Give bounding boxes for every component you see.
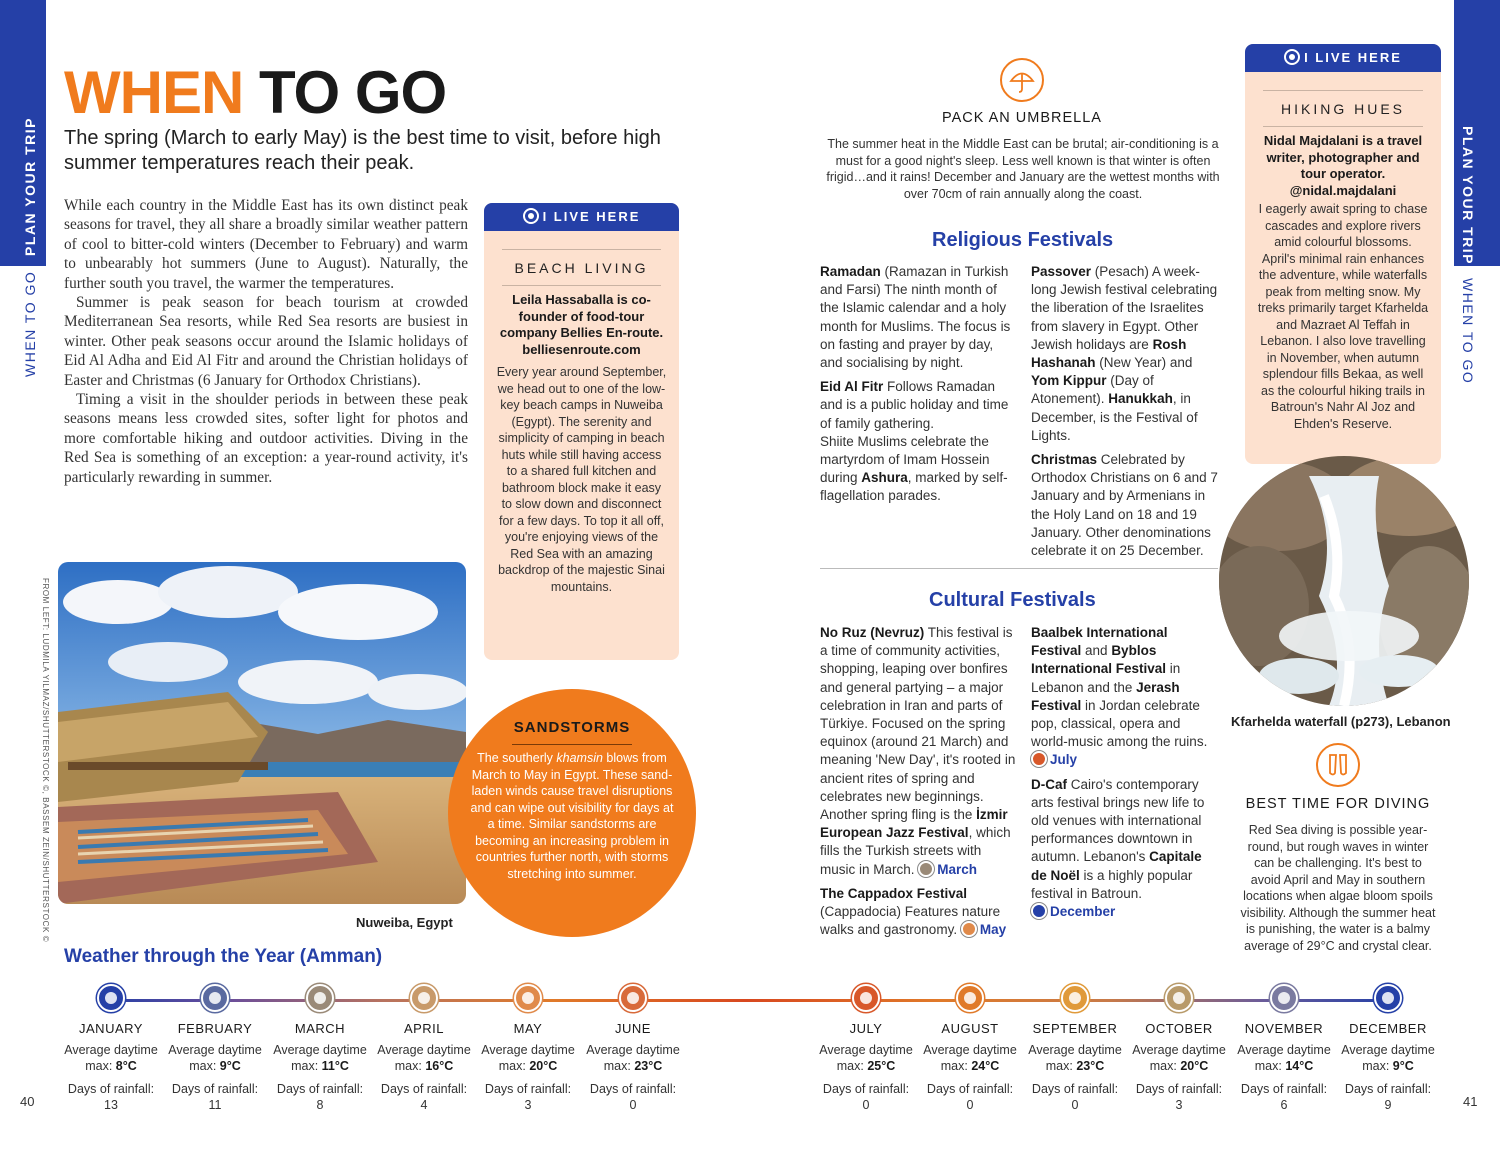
month-temperature bbox=[581, 1042, 685, 1074]
partly-cloudy-icon bbox=[306, 984, 334, 1012]
rain-label: Days of rainfall: bbox=[1240, 1082, 1328, 1096]
rain-label: Days of rainfall: bbox=[276, 1082, 364, 1096]
rain-value: 9 bbox=[1384, 1098, 1392, 1112]
rain-value: 0 bbox=[629, 1098, 637, 1112]
body-paragraph: While each country in the Middle East has its own distinct peak seasons for travel, they all share a broadly similar weather pattern of cool to bitter-cold winters (December to February) and warm to unbearably hot summers (June to August). Naturally, the further south you travel, the warmer the temperatures. bbox=[64, 197, 468, 292]
intro-text: The spring (March to early May) is the best time to visit, before high summer temperatures reach their peak. bbox=[64, 127, 661, 174]
partly-cloudy-icon bbox=[1165, 984, 1193, 1012]
festival-text: , which fills the Turkish streets with music in March. bbox=[820, 825, 1011, 877]
festival-name: No Ruz (Nevruz) bbox=[820, 625, 925, 640]
month-december bbox=[1336, 984, 1440, 1113]
festival-name: İzmir European Jazz Festival bbox=[820, 807, 1008, 841]
month-temperature bbox=[814, 1042, 918, 1074]
festival-entry bbox=[1031, 451, 1223, 560]
temp-label: Average daytime bbox=[1028, 1043, 1122, 1057]
temp-value: 16°C bbox=[425, 1059, 454, 1073]
month-rainfall bbox=[1336, 1081, 1440, 1113]
festival-text: in Lebanon and the bbox=[1031, 661, 1181, 695]
festival-entry bbox=[820, 885, 1018, 940]
rain-label: Days of rainfall: bbox=[171, 1082, 259, 1096]
cloud-icon bbox=[1270, 984, 1298, 1012]
month-august bbox=[918, 984, 1022, 1113]
festival-name: Christmas bbox=[1031, 452, 1098, 468]
festival-name: Hanukkah bbox=[1108, 391, 1173, 407]
live-here-header bbox=[1245, 44, 1441, 72]
temp-label: Average daytime bbox=[1237, 1043, 1331, 1057]
month-tag-label: May bbox=[979, 922, 1007, 938]
month-name: FEBRUARY bbox=[177, 1021, 253, 1036]
temp-value: 23°C bbox=[634, 1059, 663, 1073]
partly-cloudy-icon bbox=[918, 861, 934, 877]
live-here-title: HIKING HUES bbox=[1280, 101, 1405, 117]
rain-label: Days of rainfall: bbox=[1344, 1082, 1432, 1096]
diving-title: BEST TIME FOR DIVING bbox=[1245, 796, 1431, 812]
rain-label: Days of rainfall: bbox=[1031, 1082, 1119, 1096]
festival-name: Passover bbox=[1031, 264, 1092, 279]
festival-entry bbox=[1031, 624, 1217, 770]
divider bbox=[1263, 126, 1423, 127]
left-section-label: PLAN YOUR TRIP bbox=[22, 117, 38, 256]
month-june bbox=[581, 984, 685, 1113]
month-name: MARCH bbox=[294, 1021, 346, 1036]
festival-text: This festival is a time of community activities, shopping, leaping over bonfires and general partying – a major celebration in Iran and parts of Türkiye. Focused on the spring equinox (around 21 March) and meaning 'New Day', it's rooted in ancient rites of spring and celebrates new beginnings. Another spring fling is the bbox=[820, 625, 1016, 823]
month-temperature bbox=[372, 1042, 476, 1074]
divider bbox=[512, 744, 632, 745]
badge-icon bbox=[1284, 49, 1300, 65]
festival-name: Rosh Hashanah bbox=[1031, 336, 1187, 371]
live-here-badge-label: I LIVE HERE bbox=[1304, 50, 1402, 65]
rain-label: Days of rainfall: bbox=[380, 1082, 468, 1096]
beach-photo bbox=[58, 562, 466, 904]
temp-label: Average daytime bbox=[923, 1043, 1017, 1057]
rain-value: 4 bbox=[420, 1098, 428, 1112]
temp-value: 9°C bbox=[219, 1059, 241, 1073]
cultural-festivals-heading: Cultural Festivals bbox=[929, 589, 1096, 611]
title-rest: TO GO bbox=[258, 59, 447, 126]
festival-text: (New Year) and bbox=[1095, 355, 1193, 371]
divider bbox=[502, 249, 661, 250]
month-rainfall bbox=[59, 1081, 163, 1113]
temp-label: Average daytime bbox=[64, 1043, 158, 1057]
festival-text: (Day of Atonement). bbox=[1031, 373, 1154, 407]
month-rainfall bbox=[1023, 1081, 1127, 1113]
month-rainfall bbox=[918, 1081, 1022, 1113]
live-here-bio: Leila Hassaballa is co-founder of food-tour company Bellies En-route. belliesenroute.com bbox=[499, 292, 664, 357]
temp-label: Average daytime bbox=[819, 1043, 913, 1057]
sun-icon bbox=[619, 984, 647, 1012]
festival-text: (Pesach) A week-long Jewish festival celebrating the liberation of the Israelites from slavery in Egypt. Other Jewish holidays are bbox=[1031, 264, 1218, 352]
umbrella-title: PACK AN UMBRELLA bbox=[942, 110, 1102, 126]
temp-label: Average daytime bbox=[273, 1043, 367, 1057]
waterfall-caption: Kfarhelda waterfall (p273), Lebanon bbox=[1231, 714, 1451, 729]
sun-icon bbox=[961, 921, 977, 937]
flippers-icon bbox=[1316, 743, 1360, 787]
rain-value: 0 bbox=[1071, 1098, 1079, 1112]
month-tag-label: December bbox=[1050, 904, 1116, 920]
sun-icon bbox=[852, 984, 880, 1012]
festival-text: (Ramazan in Turkish and Farsi) The ninth month of the Islamic calendar and a holy month for Muslims. The focus is on fasting and prayer by day, and socialising by night. bbox=[820, 264, 1011, 371]
festival-entry bbox=[820, 263, 1015, 372]
month-temperature bbox=[1336, 1042, 1440, 1074]
rain-icon bbox=[1031, 903, 1047, 919]
temp-label: Average daytime bbox=[377, 1043, 471, 1057]
festival-text: , marked by self-flagellation parades. bbox=[820, 470, 1008, 504]
festival-entry bbox=[820, 624, 1018, 879]
body-paragraph: Summer is peak season for beach tourism at crowded Mediterranean Sea resorts, while Red Sea resorts are busiest in winter. Other peak seasons occur around the Islamic holidays of Eid Al Adha and Eid Al Fitr and around the Christian holidays of Easter and Christmas (6 January for Orthodox Christians). bbox=[64, 294, 468, 389]
festival-text: Celebrated by Orthodox Christians on 6 and 7 January and by Armenians in the Holy Land on 18 and 19 January. Other denominations celebrate it on 25 December. bbox=[1031, 452, 1218, 559]
month-april bbox=[372, 984, 476, 1113]
temp-value: 25°C bbox=[867, 1059, 896, 1073]
month-name: JUNE bbox=[615, 1021, 651, 1036]
month-november bbox=[1232, 984, 1336, 1113]
right-section-label: PLAN YOUR TRIP bbox=[1460, 126, 1476, 265]
rain-label: Days of rainfall: bbox=[822, 1082, 910, 1096]
live-here-header bbox=[484, 203, 679, 231]
title-highlight: WHEN bbox=[64, 59, 244, 126]
month-temperature bbox=[1023, 1042, 1127, 1074]
temp-prefix: max: bbox=[189, 1059, 220, 1073]
month-tag-may bbox=[961, 922, 1006, 937]
temp-label: Average daytime bbox=[481, 1043, 575, 1057]
temp-value: 9°C bbox=[1392, 1059, 1414, 1073]
month-tag-label: March bbox=[937, 861, 978, 877]
month-tag-december bbox=[1031, 904, 1115, 919]
temp-prefix: max: bbox=[498, 1059, 530, 1073]
festival-text: Follows Ramadan and is a public holiday and time of family gathering. bbox=[820, 379, 1009, 431]
month-name: JULY bbox=[849, 1021, 883, 1036]
left-chapter-label: WHEN TO GO bbox=[22, 270, 38, 377]
live-here-title: BEACH LIVING bbox=[514, 260, 649, 276]
beach-photo-image bbox=[58, 562, 466, 904]
rain-label: Days of rainfall: bbox=[926, 1082, 1014, 1096]
temp-prefix: max: bbox=[603, 1059, 635, 1073]
month-tag-march bbox=[918, 862, 977, 877]
sandstorms-body bbox=[448, 750, 696, 882]
month-name: NOVEMBER bbox=[1244, 1021, 1324, 1036]
month-name: SEPTEMBER bbox=[1032, 1021, 1118, 1036]
page-title bbox=[64, 58, 446, 128]
month-october bbox=[1127, 984, 1231, 1113]
rain-value: 0 bbox=[966, 1098, 974, 1112]
waterfall-photo-image bbox=[1219, 456, 1469, 706]
rain-value: 0 bbox=[862, 1098, 870, 1112]
religious-col-2 bbox=[1031, 263, 1223, 566]
month-tag-july bbox=[1031, 752, 1077, 767]
rain-label: Days of rainfall: bbox=[484, 1082, 572, 1096]
festival-name: D-Caf bbox=[1031, 776, 1067, 792]
month-temperature bbox=[918, 1042, 1022, 1074]
temp-value: 20°C bbox=[529, 1059, 558, 1073]
rain-icon bbox=[1374, 984, 1402, 1012]
month-name: MAY bbox=[513, 1021, 543, 1036]
live-here-body: I eagerly await spring to chase cascades and explore rivers amid colourful blossoms. April's minimal rain enhances the adventure, while waterfalls peak from melting snow. My treks primarily target Kfarhelda and Mazraet Al Teffah in Lebanon. I also love travelling in November, when autumn splendour fills Bekaa, as well as the colourful hiking trails in Batroun's Nahr Al Joz and Ehden's Reserve. bbox=[1257, 202, 1429, 431]
sun-icon bbox=[956, 984, 984, 1012]
festival-name: Eid Al Fitr bbox=[820, 379, 884, 395]
temp-label: Average daytime bbox=[1132, 1043, 1226, 1057]
month-name: DECEMBER bbox=[1349, 1021, 1427, 1036]
temp-value: 24°C bbox=[971, 1059, 1000, 1073]
body-text bbox=[64, 196, 468, 487]
festival-name: Ramadan bbox=[820, 264, 881, 279]
divider bbox=[1263, 90, 1423, 91]
sandstorms-body-pre: The southerly bbox=[477, 751, 557, 765]
festival-text: is a highly popular festival in Batroun. bbox=[1031, 867, 1193, 901]
month-name: OCTOBER bbox=[1145, 1021, 1213, 1036]
festival-text: (Cappadocia) Features nature walks and gastronomy. bbox=[820, 904, 1001, 938]
sandstorms-body-post: blows from March to May in Egypt. These sand-laden winds cause travel disruptions and can wipe out visibility for days at a time. Similar sandstorms are becoming an increasing problem in countries further north, with storms stretching into summer. bbox=[470, 751, 674, 881]
photo-credit: FROM LEFT: LUDMILA YILMAZ/SHUTTERSTOCK ©, BASSEM ZEIN/SHUTTERSTOCK © bbox=[41, 578, 50, 943]
month-temperature bbox=[268, 1042, 372, 1074]
temp-value: 20°C bbox=[1180, 1059, 1209, 1073]
festival-text: Shiite Muslims celebrate the martyrdom of Imam Hossein during bbox=[820, 433, 990, 486]
diving-body: Red Sea diving is possible year-round, but rough waves in winter can be challenging. It's best to avoid April and May in southern locations when algae bloom spoils visibility. Although the summer heat is punishing, the water is a balmy average of 29°C and crystal clear. bbox=[1240, 823, 1436, 953]
month-rainfall bbox=[476, 1081, 580, 1113]
month-name: AUGUST bbox=[941, 1021, 999, 1036]
festival-name: Yom Kippur bbox=[1031, 373, 1107, 389]
month-may bbox=[476, 984, 580, 1113]
live-here-box-hiking bbox=[1245, 44, 1441, 464]
rain-label: Days of rainfall: bbox=[67, 1082, 155, 1096]
rain-label: Days of rainfall: bbox=[589, 1082, 677, 1096]
religious-festivals-heading: Religious Festivals bbox=[932, 229, 1114, 251]
partly-cloudy-icon bbox=[410, 984, 438, 1012]
cultural-col-1 bbox=[820, 624, 1018, 945]
temp-value: 11°C bbox=[321, 1059, 349, 1073]
rain-value: 13 bbox=[104, 1098, 118, 1112]
umbrella-body: The summer heat in the Middle East can be brutal; air-conditioning is a must for a good night's sleep. Less well known is that winter is often frigid…and it rains! December and January are the wettest months with over 70cm of rain annually along the coast. bbox=[826, 137, 1220, 201]
month-temperature bbox=[476, 1042, 580, 1074]
badge-icon bbox=[523, 208, 539, 224]
month-january bbox=[59, 984, 163, 1113]
live-here-badge-label: I LIVE HERE bbox=[542, 209, 641, 224]
live-here-bio: Nidal Majdalani is a travel writer, photographer and tour operator. @nidal.majdalani bbox=[1263, 133, 1423, 198]
umbrella-icon bbox=[1000, 58, 1044, 102]
temp-label: Average daytime bbox=[586, 1043, 680, 1057]
rain-value: 8 bbox=[316, 1098, 324, 1112]
festival-entry bbox=[1031, 776, 1217, 922]
festival-text: and bbox=[1081, 643, 1112, 659]
rain-value: 3 bbox=[524, 1098, 532, 1112]
month-temperature bbox=[1127, 1042, 1231, 1074]
temp-label: Average daytime bbox=[1341, 1043, 1435, 1057]
month-temperature bbox=[59, 1042, 163, 1074]
month-july bbox=[814, 984, 918, 1113]
rain-label: Days of rainfall: bbox=[1135, 1082, 1223, 1096]
temp-prefix: max: bbox=[836, 1059, 868, 1073]
temp-prefix: max: bbox=[85, 1059, 116, 1073]
festival-name: Capitale de Noël bbox=[1031, 849, 1202, 883]
festival-name: Baalbek International Festival bbox=[1031, 625, 1168, 659]
rain-value: 11 bbox=[208, 1098, 222, 1112]
festival-text: , in December, is the Festival of Lights. bbox=[1031, 391, 1198, 443]
month-rainfall bbox=[814, 1081, 918, 1113]
page-number-left: 40 bbox=[20, 1094, 35, 1109]
temp-prefix: max: bbox=[1045, 1059, 1077, 1073]
month-rainfall bbox=[581, 1081, 685, 1113]
body-paragraph: Timing a visit in the shoulder periods in between these peak seasons means less crowded sites, softer light for photos and more comfortable hiking and outdoor activities. Diving in the Red Sea is something of an exception: a year-round activity, it's particularly rewarding in summer. bbox=[64, 391, 468, 486]
month-march bbox=[268, 984, 372, 1113]
festival-entry bbox=[820, 378, 1015, 505]
live-here-box-beach bbox=[484, 203, 679, 660]
temp-prefix: max: bbox=[940, 1059, 972, 1073]
temp-prefix: max: bbox=[1362, 1059, 1393, 1073]
temp-value: 23°C bbox=[1076, 1059, 1105, 1073]
rain-value: 6 bbox=[1280, 1098, 1288, 1112]
month-tag-label: July bbox=[1050, 752, 1078, 768]
month-rainfall bbox=[268, 1081, 372, 1113]
month-name: JANUARY bbox=[79, 1021, 143, 1036]
festival-name: Jerash Festival bbox=[1031, 679, 1180, 713]
temp-prefix: max: bbox=[1254, 1059, 1286, 1073]
sun-icon bbox=[514, 984, 542, 1012]
sandstorms-title: SANDSTORMS bbox=[513, 719, 631, 736]
festival-name: The Cappadox Festival bbox=[820, 885, 968, 901]
religious-col-1 bbox=[820, 263, 1015, 512]
temp-value: 8°C bbox=[115, 1059, 137, 1073]
waterfall-photo bbox=[1219, 456, 1469, 706]
temp-prefix: max: bbox=[1149, 1059, 1181, 1073]
sun-icon bbox=[1061, 984, 1089, 1012]
month-name: APRIL bbox=[403, 1021, 445, 1036]
month-rainfall bbox=[372, 1081, 476, 1113]
month-temperature bbox=[1232, 1042, 1336, 1074]
month-september bbox=[1023, 984, 1127, 1113]
beach-photo-caption: Nuweiba, Egypt bbox=[356, 915, 453, 930]
festival-name: Ashura bbox=[861, 470, 908, 486]
right-chapter-label: WHEN TO GO bbox=[1460, 278, 1476, 385]
temp-value: 14°C bbox=[1285, 1059, 1314, 1073]
festival-text: Cairo's contemporary arts festival brings new life to old venues with international performances downtown in autumn. Lebanon's bbox=[1031, 776, 1205, 865]
rain-value: 3 bbox=[1175, 1098, 1183, 1112]
month-temperature bbox=[163, 1042, 267, 1074]
section-divider bbox=[820, 568, 1218, 569]
cultural-col-2 bbox=[1031, 624, 1217, 927]
divider bbox=[502, 285, 661, 286]
month-february bbox=[163, 984, 267, 1113]
weather-title: Weather through the Year (Amman) bbox=[64, 946, 383, 967]
page-number-right: 41 bbox=[1463, 1094, 1478, 1109]
festival-name: Byblos International Festival bbox=[1031, 643, 1167, 677]
month-rainfall bbox=[1232, 1081, 1336, 1113]
month-rainfall bbox=[1127, 1081, 1231, 1113]
temp-prefix: max: bbox=[291, 1059, 322, 1073]
rain-icon bbox=[97, 984, 125, 1012]
month-rainfall bbox=[163, 1081, 267, 1113]
festival-entry bbox=[1031, 263, 1223, 445]
sandstorms-panel bbox=[448, 689, 696, 937]
rain-icon bbox=[201, 984, 229, 1012]
sun-icon bbox=[1031, 751, 1047, 767]
live-here-body: Every year around September, we head out to one of the low-key beach camps in Nuweiba (Egypt). The serenity and simplicity of camping in beach huts while still having access to a shared full kitchen and bathroom block make it easy to slow down and disconnect for a few days. To top it all off, you're enjoying views of the Red Sea with an amazing backdrop of the majestic Sinai mountains. bbox=[496, 365, 667, 594]
temp-label: Average daytime bbox=[168, 1043, 262, 1057]
festival-text: in Jordan celebrate pop, classical, opera and world-music among the ruins. bbox=[1031, 697, 1208, 750]
sandstorms-body-em: khamsin bbox=[556, 751, 603, 765]
temp-prefix: max: bbox=[394, 1059, 426, 1073]
